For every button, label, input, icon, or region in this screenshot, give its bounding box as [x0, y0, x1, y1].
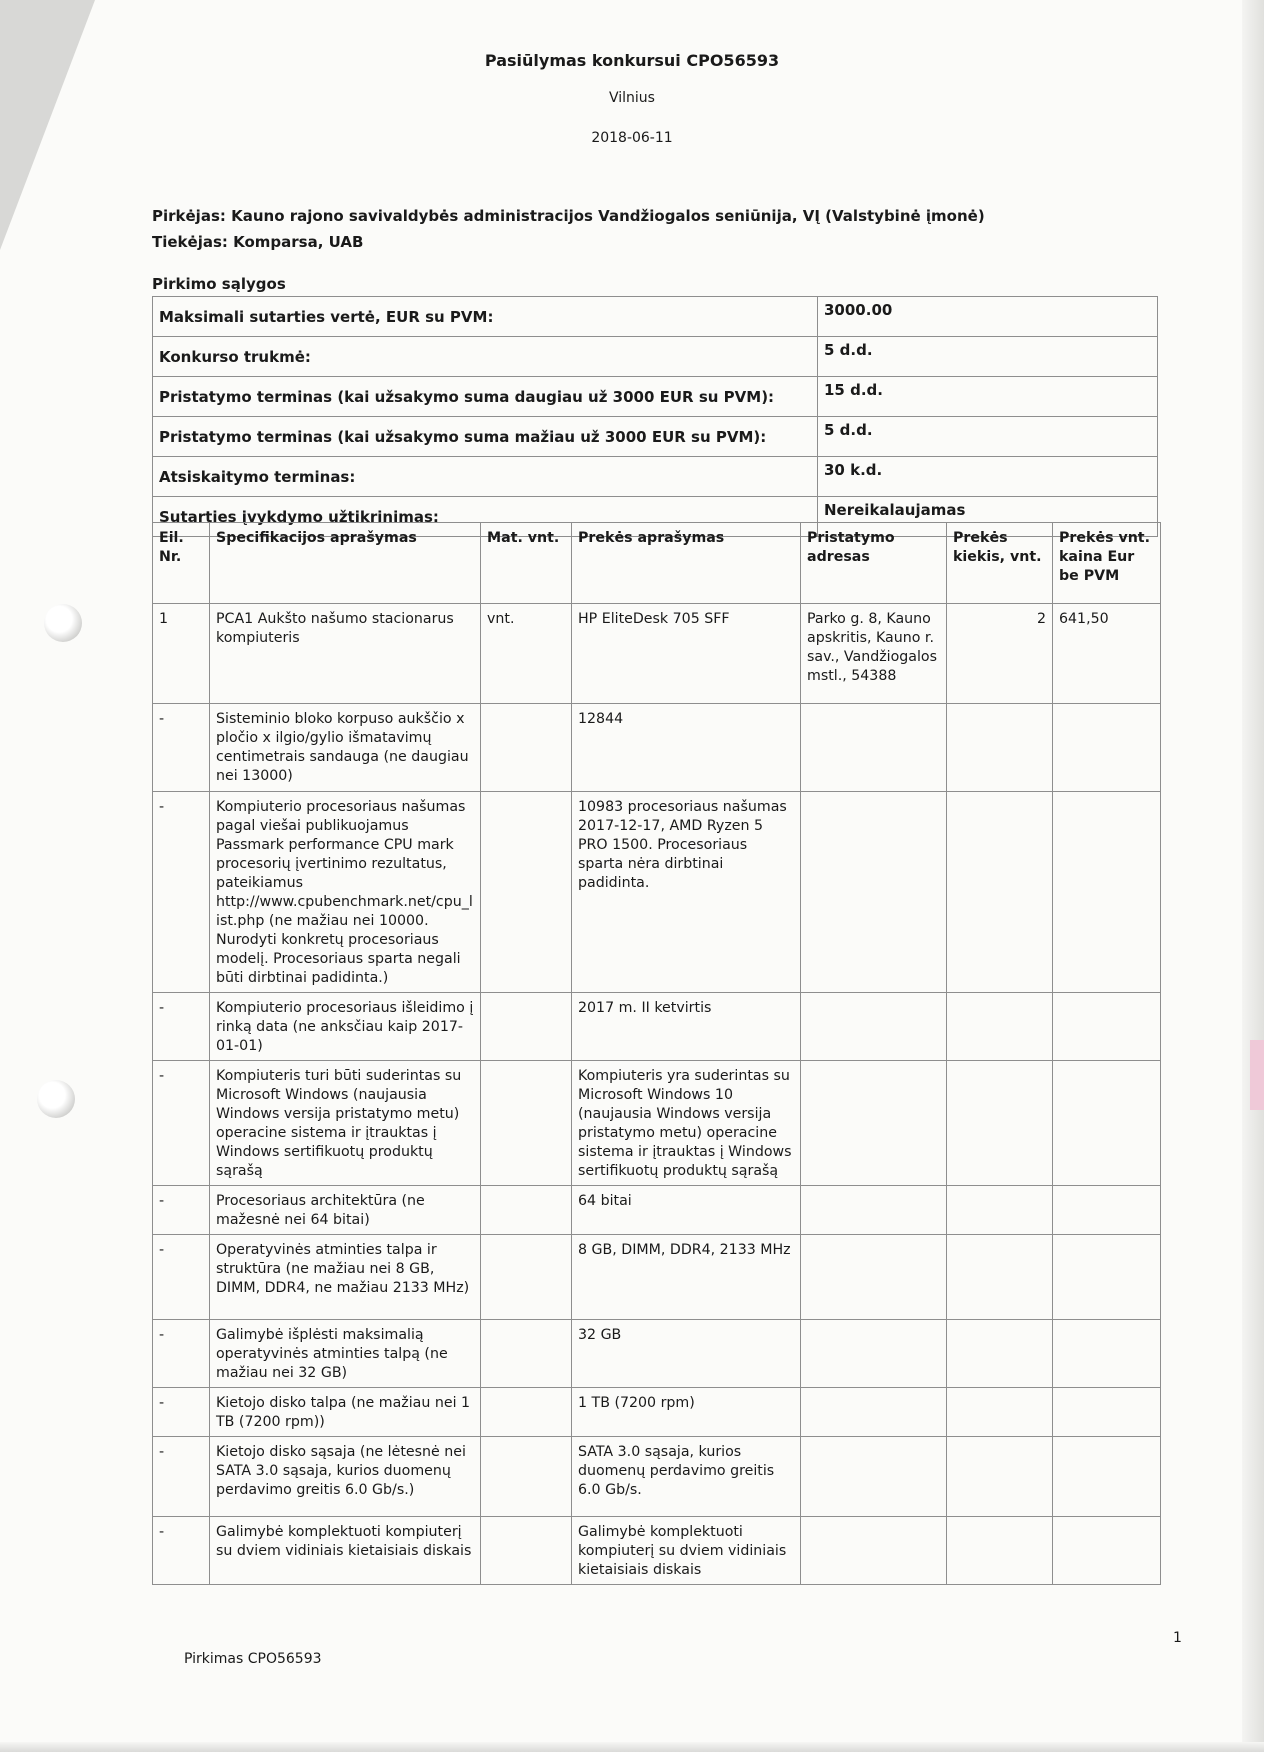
cell-unit: [481, 1517, 572, 1585]
cell-product: 10983 procesoriaus našumas 2017-12-17, AMD Ryzen 5 PRO 1500. Procesoriaus sparta nėra dirbtinai padidinta.: [572, 792, 801, 993]
table-row: [153, 1320, 1161, 1388]
cell-spec: Kompiuterio procesoriaus išleidimo į rinką data (ne anksčiau kaip 2017-01-01): [210, 993, 481, 1061]
cell-nr: -: [153, 993, 210, 1061]
table-row: [153, 1437, 1161, 1517]
document-city: Vilnius: [609, 90, 655, 106]
cell-qty: [947, 792, 1053, 993]
cell-address: [801, 1437, 947, 1517]
cell-spec: Kompiuteris turi būti suderintas su Microsoft Windows (naujausia Windows versija pristatymo metu) operacine sistema ir įtrauktas į Windows sertifikuotų produktų sąrašą: [210, 1061, 481, 1186]
table-row: [153, 1517, 1161, 1585]
cell-price: 641,50: [1053, 604, 1161, 704]
table-row: [153, 704, 1161, 792]
conditions-table: [152, 296, 1158, 537]
condition-label: Pristatymo terminas (kai užsakymo suma daugiau už 3000 EUR su PVM):: [153, 377, 818, 417]
cell-price: [1053, 1437, 1161, 1517]
table-row: [153, 1388, 1161, 1437]
page-number: 1: [1173, 1630, 1182, 1646]
cell-spec: Kietojo disko sąsaja (ne lėtesnė nei SATA 3.0 sąsaja, kurios duomenų perdavimo greitis 6.0 Gb/s.): [210, 1437, 481, 1517]
cell-spec: Kompiuterio procesoriaus našumas pagal viešai publikuojamus Passmark performance CPU mark procesorių įvertinimo rezultatus, pateikiamus http://www.cpubenchmark.net/cpu_list.php (ne mažiau nei 10000. Nurodyti konkretų procesoriaus modelį. Procesoriaus sparta negali būti dirbtinai padidinta.): [210, 792, 481, 993]
condition-label: Konkurso trukmė:: [153, 337, 818, 377]
spec-header-row: [153, 523, 1161, 604]
cell-nr: -: [153, 1517, 210, 1585]
table-row: [153, 792, 1161, 993]
condition-row: [153, 337, 1158, 377]
cell-qty: [947, 1517, 1053, 1585]
scan-shadow-left: [0, 0, 95, 250]
condition-label: Maksimali sutarties vertė, EUR su PVM:: [153, 297, 818, 337]
cell-qty: [947, 1061, 1053, 1186]
cell-address: [801, 1061, 947, 1186]
condition-label: Sutarties įvykdymo užtikrinimas:: [153, 497, 818, 537]
cell-qty: 2: [947, 604, 1053, 704]
condition-value: Nereikalaujamas: [818, 497, 1158, 537]
cell-product: Galimybė komplektuoti kompiuterį su dviem vidiniais kietaisiais diskais: [572, 1517, 801, 1585]
cell-spec: PCA1 Aukšto našumo stacionarus kompiuteris: [210, 604, 481, 704]
col-header-qty: Prekės kiekis, vnt.: [947, 523, 1053, 604]
cell-address: [801, 704, 947, 792]
cell-price: [1053, 1517, 1161, 1585]
cell-unit: [481, 1388, 572, 1437]
condition-value: 15 d.d.: [818, 377, 1158, 417]
cell-address: Parko g. 8, Kauno apskritis, Kauno r. sav., Vandžiogalos mstl., 54388: [801, 604, 947, 704]
cell-unit: [481, 993, 572, 1061]
table-row: [153, 1186, 1161, 1235]
cell-qty: [947, 1437, 1053, 1517]
condition-row: [153, 297, 1158, 337]
cell-price: [1053, 1186, 1161, 1235]
cell-product: 8 GB, DIMM, DDR4, 2133 MHz: [572, 1235, 801, 1320]
condition-value: 3000.00: [818, 297, 1158, 337]
cell-unit: [481, 1061, 572, 1186]
punch-hole-top: [44, 604, 82, 642]
condition-value: 5 d.d.: [818, 337, 1158, 377]
condition-label: Pristatymo terminas (kai užsakymo suma mažiau už 3000 EUR su PVM):: [153, 417, 818, 457]
condition-label: Atsiskaitymo terminas:: [153, 457, 818, 497]
cell-nr: -: [153, 792, 210, 993]
scan-shadow-right: [1242, 0, 1264, 1752]
document-title: Pasiūlymas konkursui CPO56593: [484, 51, 780, 70]
cell-nr: -: [153, 1186, 210, 1235]
cell-nr: 1: [153, 604, 210, 704]
cell-product: SATA 3.0 sąsaja, kurios duomenų perdavimo greitis 6.0 Gb/s.: [572, 1437, 801, 1517]
cell-address: [801, 1388, 947, 1437]
cell-unit: vnt.: [481, 604, 572, 704]
scan-shadow-bottom: [0, 1742, 1264, 1752]
cell-spec: Galimybė išplėsti maksimalią operatyvinės atminties talpą (ne mažiau nei 32 GB): [210, 1320, 481, 1388]
col-header-product: Prekės aprašymas: [572, 523, 801, 604]
cell-unit: [481, 1235, 572, 1320]
cell-product: 32 GB: [572, 1320, 801, 1388]
cell-unit: [481, 704, 572, 792]
cell-spec: Procesoriaus architektūra (ne mažesnė nei 64 bitai): [210, 1186, 481, 1235]
cell-product: Kompiuteris yra suderintas su Microsoft Windows 10 (naujausia Windows versija pristatymo metu) operacine sistema ir įtrauktas į Windows sertifikuotų produktų sąrašą: [572, 1061, 801, 1186]
cell-nr: -: [153, 1320, 210, 1388]
cell-product: 64 bitai: [572, 1186, 801, 1235]
cell-product: 12844: [572, 704, 801, 792]
cell-product: 1 TB (7200 rpm): [572, 1388, 801, 1437]
cell-qty: [947, 1186, 1053, 1235]
cell-address: [801, 993, 947, 1061]
col-header-spec: Specifikacijos aprašymas: [210, 523, 481, 604]
cell-address: [801, 1517, 947, 1585]
cell-unit: [481, 1186, 572, 1235]
cell-spec: Sisteminio bloko korpuso aukščio x pločio x ilgio/gylio išmatavimų centimetrais sandauga (ne daugiau nei 13000): [210, 704, 481, 792]
cell-nr: -: [153, 1437, 210, 1517]
condition-value: 30 k.d.: [818, 457, 1158, 497]
cell-qty: [947, 704, 1053, 792]
cell-spec: Kietojo disko talpa (ne mažiau nei 1 TB (7200 rpm)): [210, 1388, 481, 1437]
condition-row: [153, 377, 1158, 417]
specification-table: [152, 522, 1161, 1585]
conditions-title: Pirkimo sąlygos: [152, 275, 286, 293]
cell-address: [801, 792, 947, 993]
supplier-line: Tiekėjas: Komparsa, UAB: [152, 233, 364, 251]
footer-purchase-id: Pirkimas CPO56593: [184, 1651, 322, 1667]
cell-address: [801, 1235, 947, 1320]
cell-nr: -: [153, 1061, 210, 1186]
cell-product: HP EliteDesk 705 SFF: [572, 604, 801, 704]
cell-price: [1053, 1235, 1161, 1320]
condition-value: 5 d.d.: [818, 417, 1158, 457]
condition-row: [153, 417, 1158, 457]
col-header-unit: Mat. vnt.: [481, 523, 572, 604]
cell-spec: Operatyvinės atminties talpa ir struktūra (ne mažiau nei 8 GB, DIMM, DDR4, ne mažiau 2133 MHz): [210, 1235, 481, 1320]
buyer-line: Pirkėjas: Kauno rajono savivaldybės administracijos Vandžiogalos seniūnija, VĮ (Valstybinė įmonė): [152, 207, 985, 225]
cell-unit: [481, 792, 572, 993]
cell-price: [1053, 1388, 1161, 1437]
col-header-price: Prekės vnt. kaina Eur be PVM: [1053, 523, 1161, 604]
condition-row: [153, 457, 1158, 497]
cell-qty: [947, 1235, 1053, 1320]
cell-price: [1053, 1061, 1161, 1186]
cell-qty: [947, 1388, 1053, 1437]
cell-spec: Galimybė komplektuoti kompiuterį su dviem vidiniais kietaisiais diskais: [210, 1517, 481, 1585]
table-row: [153, 993, 1161, 1061]
cell-product: 2017 m. II ketvirtis: [572, 993, 801, 1061]
col-header-address: Pristatymo adresas: [801, 523, 947, 604]
punch-hole-bottom: [37, 1080, 75, 1118]
cell-qty: [947, 993, 1053, 1061]
cell-address: [801, 1320, 947, 1388]
cell-address: [801, 1186, 947, 1235]
cell-nr: -: [153, 1388, 210, 1437]
document-date: 2018-06-11: [591, 130, 673, 146]
cell-nr: -: [153, 704, 210, 792]
cell-price: [1053, 704, 1161, 792]
cell-price: [1053, 993, 1161, 1061]
cell-nr: -: [153, 1235, 210, 1320]
col-header-nr: Eil. Nr.: [153, 523, 210, 604]
table-row: [153, 1235, 1161, 1320]
cell-unit: [481, 1320, 572, 1388]
cell-qty: [947, 1320, 1053, 1388]
cell-price: [1053, 792, 1161, 993]
table-row: [153, 1061, 1161, 1186]
cell-price: [1053, 1320, 1161, 1388]
pink-sticky-mark: [1250, 1040, 1264, 1110]
cell-unit: [481, 1437, 572, 1517]
table-row-main: [153, 604, 1161, 704]
